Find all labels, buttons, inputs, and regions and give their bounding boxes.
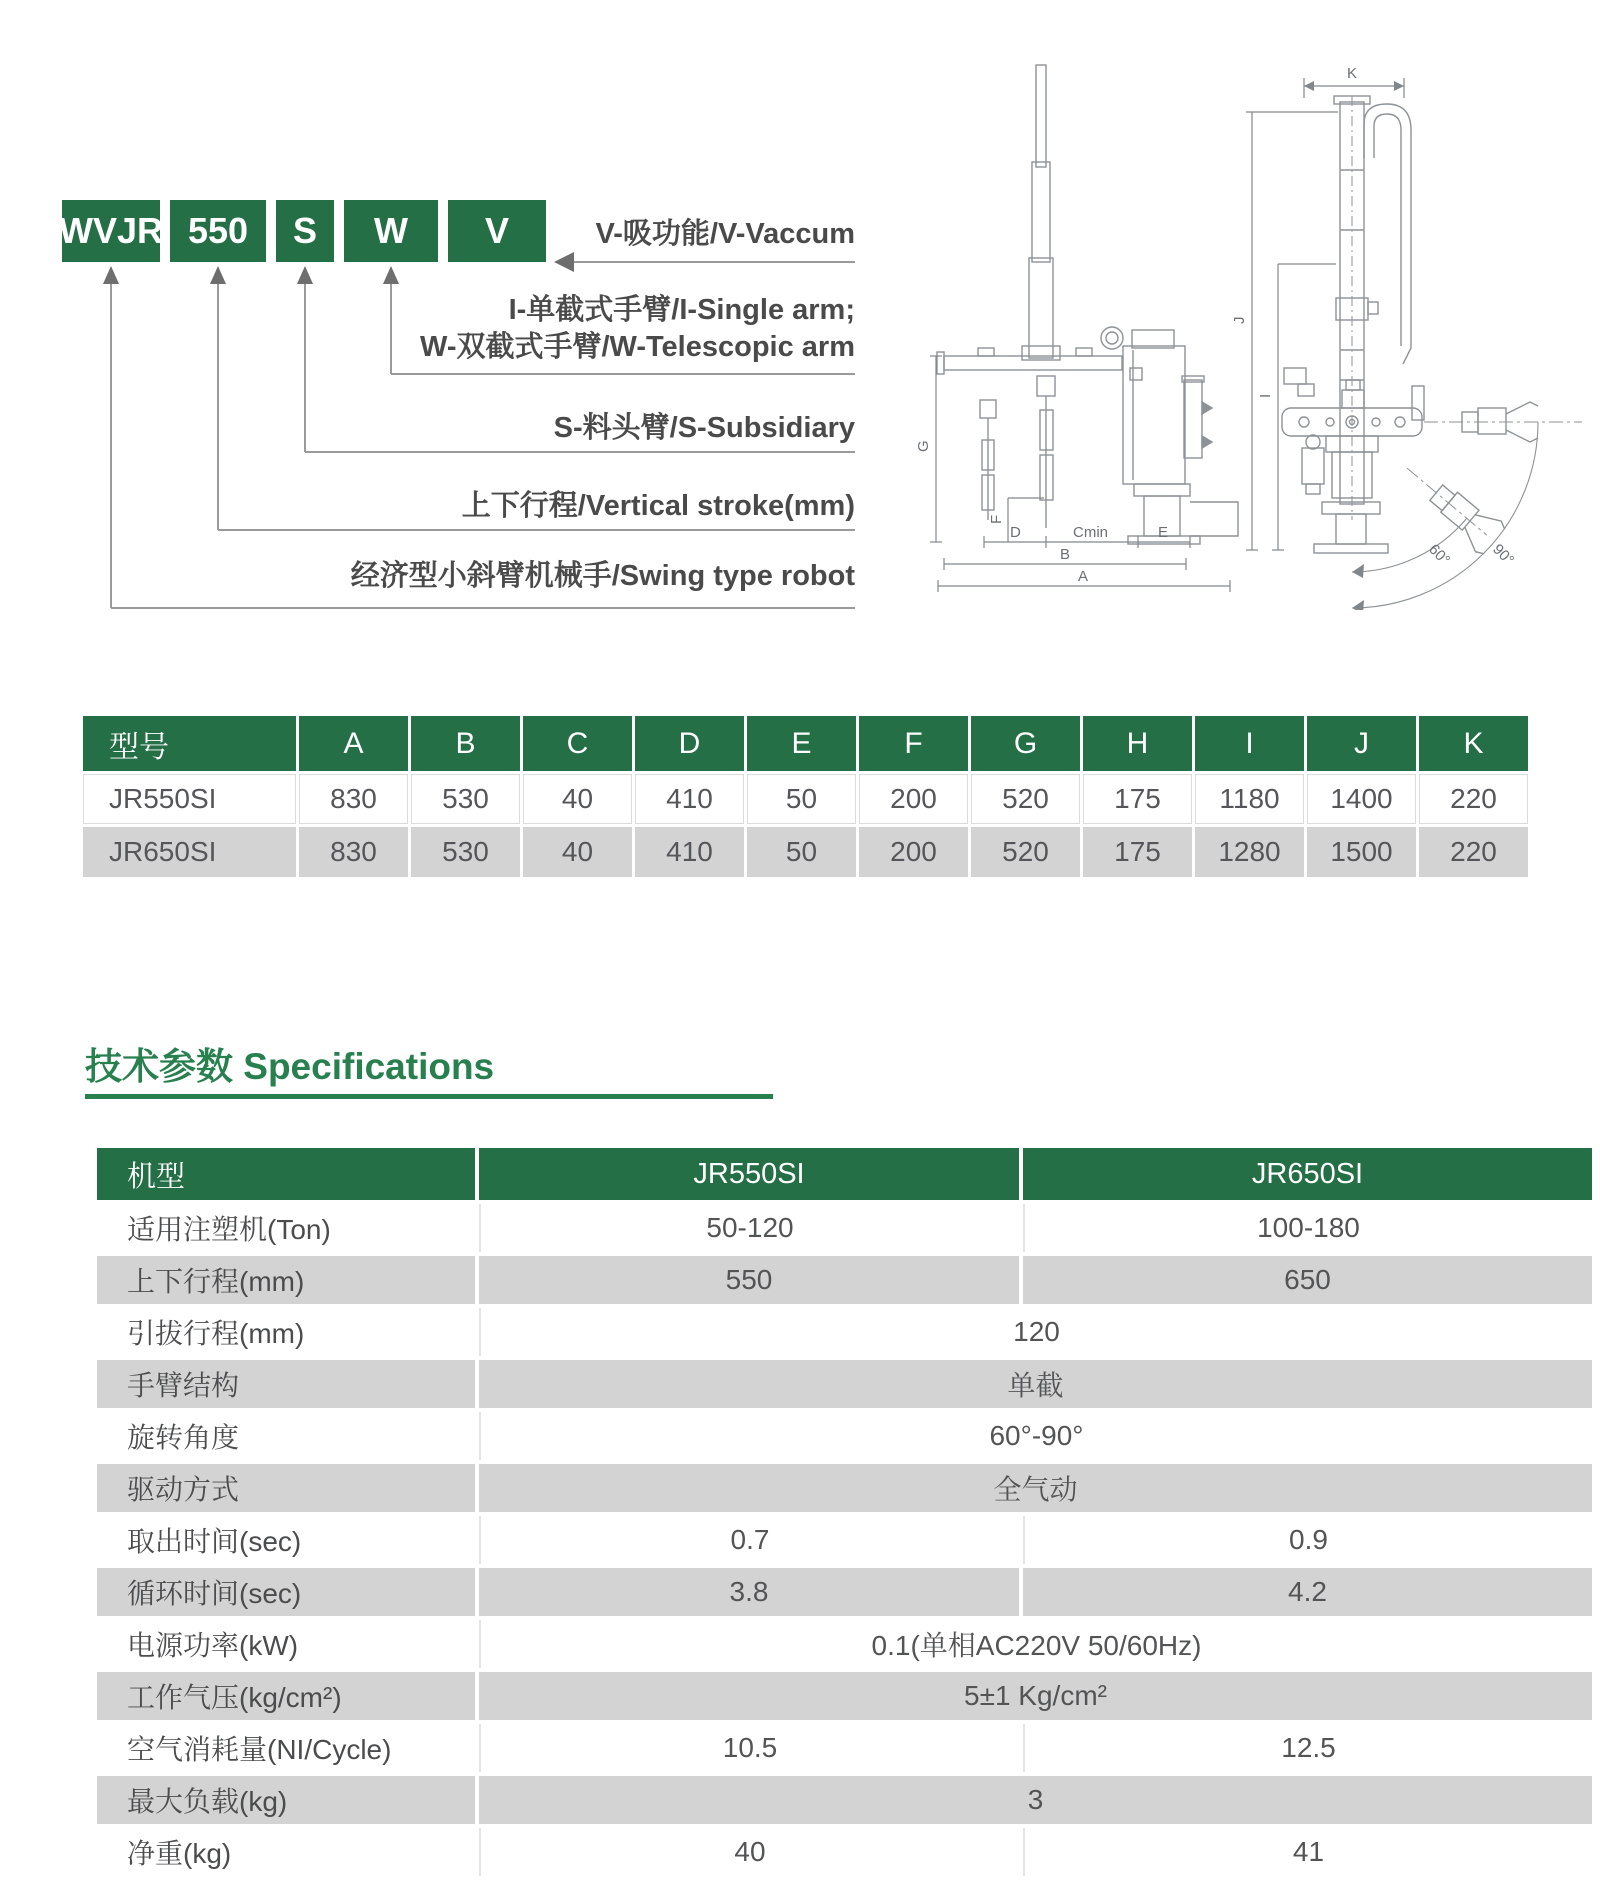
- table-cell: 100-180: [1023, 1204, 1592, 1252]
- spec-row-label: 工作气压(kg/cm²): [97, 1672, 475, 1720]
- dim-header-b: B: [411, 716, 520, 771]
- table-cell: 12.5: [1023, 1724, 1592, 1772]
- code-label-stroke: 上下行程/Vertical stroke(mm): [461, 490, 855, 522]
- dim-label-a: A: [1078, 568, 1089, 585]
- code-label-series: 经济型小斜臂机械手/Swing type robot: [350, 560, 855, 592]
- table-cell: 1280: [1195, 827, 1304, 877]
- table-cell: 1180: [1195, 774, 1304, 824]
- machine-front-drawing: [1282, 96, 1582, 608]
- dim-label-g: G: [915, 440, 932, 452]
- machine-drawings: [880, 50, 1600, 610]
- spec-header-model: 机型: [97, 1148, 475, 1200]
- machine-side-drawing: [937, 65, 1238, 544]
- table-cell: 0.1(单相AC220V 50/60Hz): [479, 1620, 1592, 1668]
- table-cell: 120: [479, 1308, 1592, 1356]
- table-cell: 220: [1419, 827, 1528, 877]
- dim-label-k: K: [1347, 65, 1358, 82]
- table-cell: 0.9: [1023, 1516, 1592, 1564]
- table-cell: 50: [747, 774, 856, 824]
- spec-row-label: 循环时间(sec): [97, 1568, 475, 1616]
- table-cell: 200: [859, 774, 968, 824]
- code-box-stroke: 550: [170, 200, 266, 262]
- table-cell: 5±1 Kg/cm²: [479, 1672, 1592, 1720]
- dim-header-d: D: [635, 716, 744, 771]
- spec-row-label: 空气消耗量(NI/Cycle): [97, 1724, 475, 1772]
- code-box-arm-type: W: [344, 200, 438, 262]
- dim-header-c: C: [523, 716, 632, 771]
- table-cell: 41: [1023, 1828, 1592, 1876]
- spec-row-label: 上下行程(mm): [97, 1256, 475, 1304]
- spec-row-label: 取出时间(sec): [97, 1516, 475, 1564]
- table-cell: 1400: [1307, 774, 1416, 824]
- code-box-series: WVJR: [62, 200, 160, 262]
- dim-header-e: E: [747, 716, 856, 771]
- dim-label-cmin: Cmin: [1073, 524, 1109, 541]
- table-cell: 175: [1083, 827, 1192, 877]
- code-box-vacuum: V: [448, 200, 546, 262]
- spec-row-label: 适用注塑机(Ton): [97, 1204, 475, 1252]
- table-cell: 410: [635, 827, 744, 877]
- table-cell: 50: [747, 827, 856, 877]
- code-label-arm-line1: I-单截式手臂/I-Single arm;: [508, 294, 855, 326]
- dim-label-e: E: [1158, 524, 1169, 541]
- dim-header-f: F: [859, 716, 968, 771]
- spec-row-label: 旋转角度: [97, 1412, 475, 1460]
- code-connector-lines: [50, 180, 870, 640]
- code-box-subsidiary: S: [276, 200, 334, 262]
- spec-row-label: 最大负载(kg): [97, 1776, 475, 1824]
- table-cell: 220: [1419, 774, 1528, 824]
- table-cell: 200: [859, 827, 968, 877]
- table-cell: 520: [971, 774, 1080, 824]
- dim-label-b: B: [1060, 546, 1071, 563]
- table-cell: 1500: [1307, 827, 1416, 877]
- table-cell: 520: [971, 827, 1080, 877]
- spec-header-jr650si: JR650SI: [1023, 1148, 1592, 1200]
- code-label-vacuum: V-吸功能/V-Vaccum: [595, 218, 855, 250]
- code-label-subsidiary: S-料头臂/S-Subsidiary: [553, 412, 855, 444]
- table-cell: 10.5: [479, 1724, 1019, 1772]
- table-cell: 3.8: [479, 1568, 1019, 1616]
- dim-label-90deg: 90°: [1489, 540, 1518, 569]
- spec-header-jr550si: JR550SI: [479, 1148, 1019, 1200]
- dim-row-model: JR650SI: [83, 827, 296, 877]
- dim-label-j: J: [1231, 316, 1248, 324]
- table-cell: 410: [635, 774, 744, 824]
- table-cell: 175: [1083, 774, 1192, 824]
- dim-header-h: H: [1083, 716, 1192, 771]
- spec-row-label: 驱动方式: [97, 1464, 475, 1512]
- dimension-table: [83, 716, 1528, 877]
- table-cell: 530: [411, 827, 520, 877]
- spec-row-label: 净重(kg): [97, 1828, 475, 1876]
- dim-header-i: I: [1195, 716, 1304, 771]
- table-cell: 3: [479, 1776, 1592, 1824]
- code-label-arm-line2: W-双截式手臂/W-Telescopic arm: [420, 331, 855, 363]
- table-cell: 全气动: [479, 1464, 1592, 1512]
- dim-label-f: F: [988, 514, 1005, 524]
- table-cell: 650: [1023, 1256, 1592, 1304]
- specifications-title-underline: [85, 1094, 773, 1099]
- table-cell: 40: [523, 774, 632, 824]
- table-cell: 50-120: [479, 1204, 1019, 1252]
- table-cell: 40: [479, 1828, 1019, 1876]
- table-cell: 4.2: [1023, 1568, 1592, 1616]
- table-cell: 830: [299, 827, 408, 877]
- table-cell: 单截: [479, 1360, 1592, 1408]
- spec-row-label: 电源功率(kW): [97, 1620, 475, 1668]
- dim-label-i: I: [1257, 393, 1274, 398]
- specifications-table: [97, 1148, 1592, 1876]
- spec-row-label: 手臂结构: [97, 1360, 475, 1408]
- table-cell: 830: [299, 774, 408, 824]
- table-cell: 60°-90°: [479, 1412, 1592, 1460]
- dim-label-60deg: 60°: [1425, 540, 1454, 569]
- dim-header-model: 型号: [83, 716, 296, 771]
- dim-header-a: A: [299, 716, 408, 771]
- spec-row-label: 引拔行程(mm): [97, 1308, 475, 1356]
- table-cell: 0.7: [479, 1516, 1019, 1564]
- table-cell: 530: [411, 774, 520, 824]
- dim-label-d: D: [1010, 524, 1021, 541]
- specifications-title: 技术参数 Specifications: [85, 1046, 495, 1087]
- dim-header-g: G: [971, 716, 1080, 771]
- dim-header-j: J: [1307, 716, 1416, 771]
- table-cell: 550: [479, 1256, 1019, 1304]
- dim-row-model: JR550SI: [83, 774, 296, 824]
- table-cell: 40: [523, 827, 632, 877]
- dim-header-k: K: [1419, 716, 1528, 771]
